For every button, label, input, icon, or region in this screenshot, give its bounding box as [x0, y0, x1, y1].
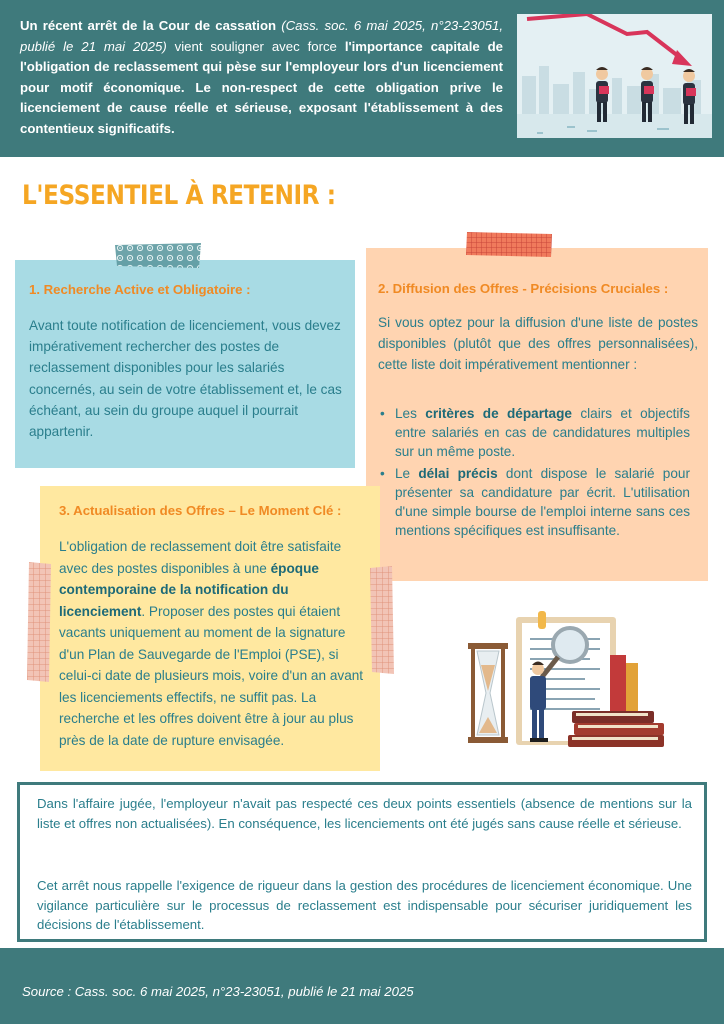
list-item — [378, 404, 690, 462]
list-item-text: dont dispose le salarié pour présenter sa candidature par écrit. L'utilisation d'une simple bourse de l'emploi interne sans ces mentions spécifiques est insuffisante. — [395, 465, 691, 539]
footer-banner — [0, 948, 724, 1024]
summary-box — [17, 782, 707, 942]
card2-title: 2. Diffusion des Offres - Précisions Cruciales : — [378, 281, 669, 296]
hourglass-document-illustration — [460, 605, 670, 755]
card-diffusion-offres — [366, 248, 708, 581]
decorative-tape-grid-red — [466, 232, 552, 257]
list-item-text: Les — [395, 406, 426, 421]
header-banner — [0, 0, 724, 157]
list-item-text: Le — [395, 465, 419, 481]
decorative-tape-floral — [115, 243, 201, 268]
list-item-text: clairs et objectifs entre salariés en cas de candidatures multiples sur un même poste. — [395, 406, 690, 460]
card-recherche-active — [15, 260, 355, 468]
card3-emphasis: époque contemporaine de la notification du licenciement — [59, 560, 319, 619]
section-title: L'ESSENTIEL À RETENIR : — [22, 180, 336, 211]
intro-emphasis: l'importance capitale de l'obligation de reclassement qui pèse sur l'employeur lors d'un licenciement pour motif économique. Le non-respect de cette obligation prive le licenciement de cause réelle et sérieuse, exposant l'établissement à des contentieux significatifs. — [20, 38, 504, 136]
summary-paragraph-1: Dans l'affaire jugée, l'employeur n'avait pas respecté ces deux points essentiels (absence de mentions sur la liste et offres non actualisées). En conséquence, les licenciements ont été jugés sans cause réelle et sérieuse. — [37, 796, 692, 831]
card1-title: 1. Recherche Active et Obligatoire : — [29, 282, 251, 297]
business-decline-illustration — [517, 14, 712, 138]
intro-text — [20, 16, 503, 139]
card3-body — [59, 536, 364, 751]
card3-text: L'obligation de reclassement doit être satisfaite avec des postes disponibles à une — [59, 539, 342, 576]
intro-part-1: Un récent arrêt de la Cour de cassation — [20, 18, 282, 33]
decorative-tape-grid-left — [27, 562, 51, 682]
list-item-emphasis: critères de départage — [425, 406, 572, 421]
list-item — [378, 464, 690, 541]
card2-list — [378, 404, 690, 540]
source-citation: Source : Cass. soc. 6 mai 2025, n°23-23051, publié le 21 mai 2025 — [22, 984, 414, 999]
card-actualisation-offres — [40, 486, 380, 771]
intro-citation: (Cass. soc. 6 mai 2025, n°23-23051, publié le 21 mai 2025) — [20, 18, 503, 54]
card3-text: . Proposer des postes qui étaient vacants uniquement au moment de la signature d'un Plan de Sauvegarde de l'Emploi (PSE), si celui-ci date de plusieurs mois, voire d'un an avant les licenciements effectifs, ne suffit pas. La recherche et les offres doivent être à jour au plus près de la date de rupture envisagée. — [59, 603, 364, 748]
intro-part-3: vient souligner avec force — [166, 38, 345, 54]
card2-intro: Si vous optez pour la diffusion d'une liste de postes disponibles (plutôt que des offres personnalisées), cette liste doit impérativement mentionner : — [378, 315, 698, 373]
decorative-tape-grid-right — [370, 566, 394, 674]
card1-body: Avant toute notification de licenciement, vous devez impérativement rechercher des postes de reclassement disponibles pour les salariés concernés, au sein de votre établissement et, le cas échéant, au sein du groupe auquel il pourrait appartenir. — [29, 318, 342, 440]
list-item-emphasis: délai précis — [418, 465, 498, 481]
card3-title: 3. Actualisation des Offres – Le Moment Clé : — [59, 503, 342, 518]
summary-paragraph-2: Cet arrêt nous rappelle l'exigence de rigueur dans la gestion des procédures de licenciement économique. Une vigilance particulière sur le processus de reclassement est indispensable pour sécuriser juridiquement les décisions de l'établissement. — [37, 878, 692, 933]
